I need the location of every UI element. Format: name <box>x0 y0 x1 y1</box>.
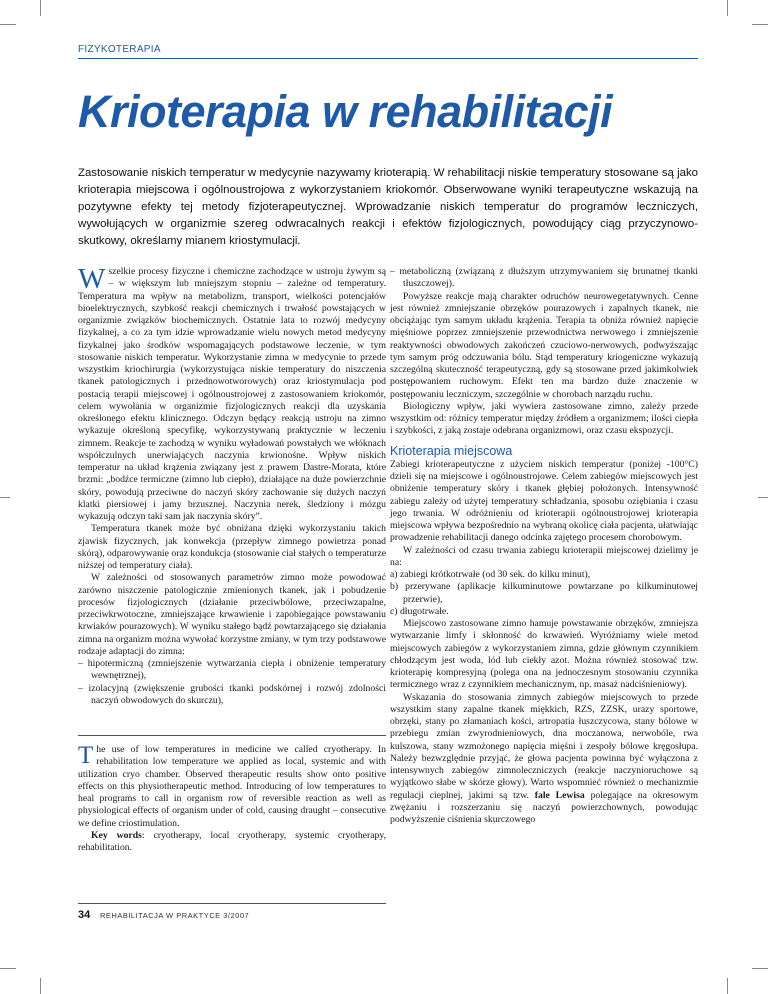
paragraph: Powyższe reakcje mają charakter odruchów neurowegetatywnych. Cenne jest również zmniejszanie obrzęków pourazowych i zapalnych tkanek, nie obciążając tym samym układu krążenia. Terapia ta obniża również napięcie mięśniowe poprzez zmniejszenie przewodnictwa nerwowego i zmniejszenie reaktywności obwodowych zakończeń czuciowo-nerwowych, podwyższając tym samym próg odczuwania bólu. Stąd temperatury kriogeniczne wykazują szczególną skuteczność terapeutyczną, gdy są stosowane przed jakimkolwiek postępowaniem ruchowym. Efekt ten ma bardzo duże znaczenie w postępowaniu leczniczym, szczególnie w chorobach narządu ruchu. <box>390 290 698 400</box>
list-item: b) przerywane (aplikacje kilkuminutowe powtarzane po kilkuminutowej przerwie), <box>390 581 698 605</box>
abstract-body: he use of low temperatures in medicine we called cryotherapy. In rehabilitation low temperature we applied as local, systemic and with utilization cryo chamber. Observed therapeutic results show onto positive effects on this physiotherapeutic method. Introducing of low temperatures to heal programs to call in organism row of reversible reaction as well as physiological effects of organism under of cold, causing draught – consecutive we define criostimulation. <box>78 744 386 829</box>
section-label: FIZYKOTERAPIA <box>78 44 161 55</box>
crop-mark <box>727 978 728 994</box>
paragraph-text: Wskazania do stosowania zimnych zabiegów miejscowych to przede wszystkim stany zapalne tkanek miękkich, RZS, ZZSK, urazy sportowe, obrzęki, stany po złamaniach kości, artropatia łuszczycowa, stany bólowe w przebiegu zmian zwyrodnieniowych, dna moczanowa, nerwobóle, rwa kulszowa, stany wzmożonego napięcia mięśni i zespoły bólowe kręgosłupa. Należy bezwzględnie przyjąć, że głowa pacjenta powinna być wyłączona z intensywnych zabiegów zimnoleczniczych (reakcje naczynioruchowe są wyjątkowo słabe w skórze głowy). Warto wspomnieć również o mechanizmie regulacji cieplnej, jakimi są tzw. <box>390 691 698 801</box>
list-item: a) zabiegi krótkotrwałe (od 30 sek. do kilku minut), <box>390 569 591 580</box>
page-number: 34 <box>78 909 91 921</box>
list-item: – hipotermiczną (zmniejszenie wytwarzania ciepła i obniżenie temperatury wewnętrznej), <box>78 658 386 682</box>
crop-mark <box>0 24 16 25</box>
crop-mark <box>727 0 728 16</box>
list-item: – metaboliczną (związaną z dłuższym utrzymywaniem się brunatnej tkanki tłuszczowej). <box>390 266 698 290</box>
section-rule <box>78 58 698 59</box>
article-title: Krioterapia w rehabilitacji <box>78 86 613 137</box>
paragraph: Temperatura tkanek może być obniżana dzięki wykorzystaniu takich zjawisk fizycznych, jak konwekcja (przepływ zimnego powietrza ponad skórą), odparowywanie oraz kondukcja (stosowanie ciał stałych o temperaturze niższej od temperatury ciała). <box>78 523 386 571</box>
paragraph: Biologiczny wpływ, jaki wywiera zastosowane zimno, zależy przede wszystkim od: różnicy temperatur między źródłem a organizmem; ilości ciepła i szybkości, z jaką zostaje odebrana organizmowi, oraz czasu ekspozycji. <box>390 400 698 437</box>
paragraph: W zależności od czasu trwania zabiegu krioterapii miejscowej dzielimy je na: <box>390 544 698 568</box>
drop-cap: T <box>78 742 94 769</box>
crop-mark <box>40 978 41 994</box>
article-lead: Zastosowanie niskich temperatur w medycynie nazywamy krioterapią. W rehabilitacji niskie temperatury stosowane są jako krioterapia miejscowa i ogólnoustrojowa z wykorzystaniem kriokomór. Obserwowane wyniki terapeutyczne wskazują na pozytywne efekty tej metody fizjoterapeutycznej. Wprowadzanie niskich temperatur do programów leczniczych, wywołujących w organizmie szereg odwracalnych reakcji i efektów fizjologicznych, powodujący ciąg przyczynowo-skutkowy, określamy mianem kriostymulacji. <box>78 167 698 247</box>
adaptation-list <box>78 658 386 707</box>
paragraph: Miejscowo zastosowane zimno hamuje powstawanie obrzęków, zmniejsza wytwarzanie limfy i skłonność do krwawień. Wyróżniamy wiele metod miejscowych zabiegów z wykorzystaniem zimna, gdzie głównym czynnikiem chłodzącym jest woda, lód lub ciekły azot. Można również stosować tzw. krioterapię kompresyjną (polega ona na jednoczesnym stosowaniu czynnika termicznego wraz z czynnikiem mechanicznym, np. masaż nadciśnieniowy). <box>390 618 698 691</box>
abstract-text <box>78 744 386 830</box>
right-column <box>390 266 698 826</box>
adaptation-list-cont <box>390 266 698 291</box>
intro-text: szelkie procesy fizyczne i chemiczne zachodzące w ustroju żywym są – w większym lub mniejszym stopniu – zależne od temperatury. Temperatura ma wpływ na metabolizm, transport, wielkości potencjałów bioelektrycznych, szybkość reakcji chemicznych i trwałość powstających w organizmie związków biochemicznych. Ostatnie lata to rozwój medycyny fizykalnej, a co za tym idzie wprowadzanie wielu nowych metod medycyny fizykalnej jako środków wspomagających podstawowe leczenie, w tym stosowanie niskich temperatur. Wykorzystanie zimna w medycynie to przede wszystkim kriochirurgia (wykorzystująca niskie temperatury do niszczenia tkanek patologicznych i przednowotworowych) oraz kriostymulacja pod postacią terapii miejscowej i ogólnoustrojowej z zastosowaniem kriokomór, celem wywołania w organizmie fizjologicznych reakcji dla uzyskania określonego efektu klinicznego. Odczyn będący reakcją ustroju na zimno wykazuje określoną specyfikę, wykorzystywaną praktycznie w leczeniu zimnem. Reakcje te zachodzą w wyniku wyładowań powstałych we włóknach współczulnych unerwiających naczynia krwionośne. Wpływ niskich temperatur na układ krążenia związany jest z prawem Dastre-Morata, które brzmi: „bodźce termiczne (zimno lub ciepło), działające na duże powierzchnie skóry, powodują przeciwne do naczyń skóry zachowanie się dużych naczyń klatki piersiowej i jamy brzusznej. Naczynia nerek, śledziony i mózgu wykazują odczyn taki sam jak naczynia skóry”. <box>78 266 386 522</box>
crop-mark <box>0 497 10 498</box>
footer-rule <box>78 903 386 904</box>
keywords-label: Key words <box>91 829 142 841</box>
list-item: – izolacyjną (zwiększenie grubości tkanki podskórnej i rozwój zdolności naczyń obwodowych do skurczu), <box>78 682 386 706</box>
crop-mark <box>758 497 768 498</box>
crop-mark <box>40 0 41 16</box>
crop-mark <box>0 968 16 969</box>
journal-name: REHABILITACJA W PRAKTYCE 3/2007 <box>100 911 250 920</box>
intro-paragraph <box>78 263 386 523</box>
paragraph: W zależności od stosowanych parametrów zimno może powodować zarówno niszczenie patologicznie zmienionych tkanek, jak i pobudzenie procesów fizjologicznych (działanie przeciwbólowe, przeciwzapalne, przeciwkrwotoczne, zmniejszające krwawienie i zapobiegające powstawaniu krwiaków pourazowych). W wyniku stałego bądź powtarzającego się działania zimna na organizm można wywołać korzystne zmiany, w tym trzy podstawowe rodzaje adaptacji do zimna: <box>78 572 386 657</box>
paragraph: Zabiegi krioterapeutyczne z użyciem niskich temperatur (poniżej -100°C) dzieli się na miejscowe i ogólnoustrojowe. Celem zabiegów miejscowych jest obniżenie temperatury skóry i tkanek głębiej położonych. Intensywność zabiegu zależy od użytej temperatury schładzania, sposobu oziębiania i czasu jego trwania. W odróżnieniu od krioterapii ogólnoustrojowej krioterapia miejscowa wpływa bezpośrednio na wybraną okolicę ciała pacjenta, ułatwiając prowadzenie rehabilitacji danego odcinka zajętego procesem chorobowym. <box>390 458 698 544</box>
crop-mark <box>752 968 768 969</box>
keywords <box>78 830 386 855</box>
bold-term: fale Lewisa <box>534 789 585 801</box>
subheading: Krioterapia miejscowa <box>390 443 513 458</box>
keywords-text: : cryotherapy, local cryotherapy, systemic cryotherapy, rehabilitation. <box>78 829 386 853</box>
paragraph <box>390 692 698 827</box>
left-column <box>78 263 386 854</box>
english-abstract <box>78 735 386 854</box>
paragraph-text: polegające na okresowym zwężaniu i rozszerzaniu się naczyń powierzchownych, powodując podwyższenie ciśnienia skurczowego <box>390 789 699 825</box>
list-item: c) długotrwałe. <box>390 605 449 617</box>
crop-mark <box>752 24 768 25</box>
drop-cap: W <box>78 263 106 295</box>
treatment-list <box>390 569 698 618</box>
